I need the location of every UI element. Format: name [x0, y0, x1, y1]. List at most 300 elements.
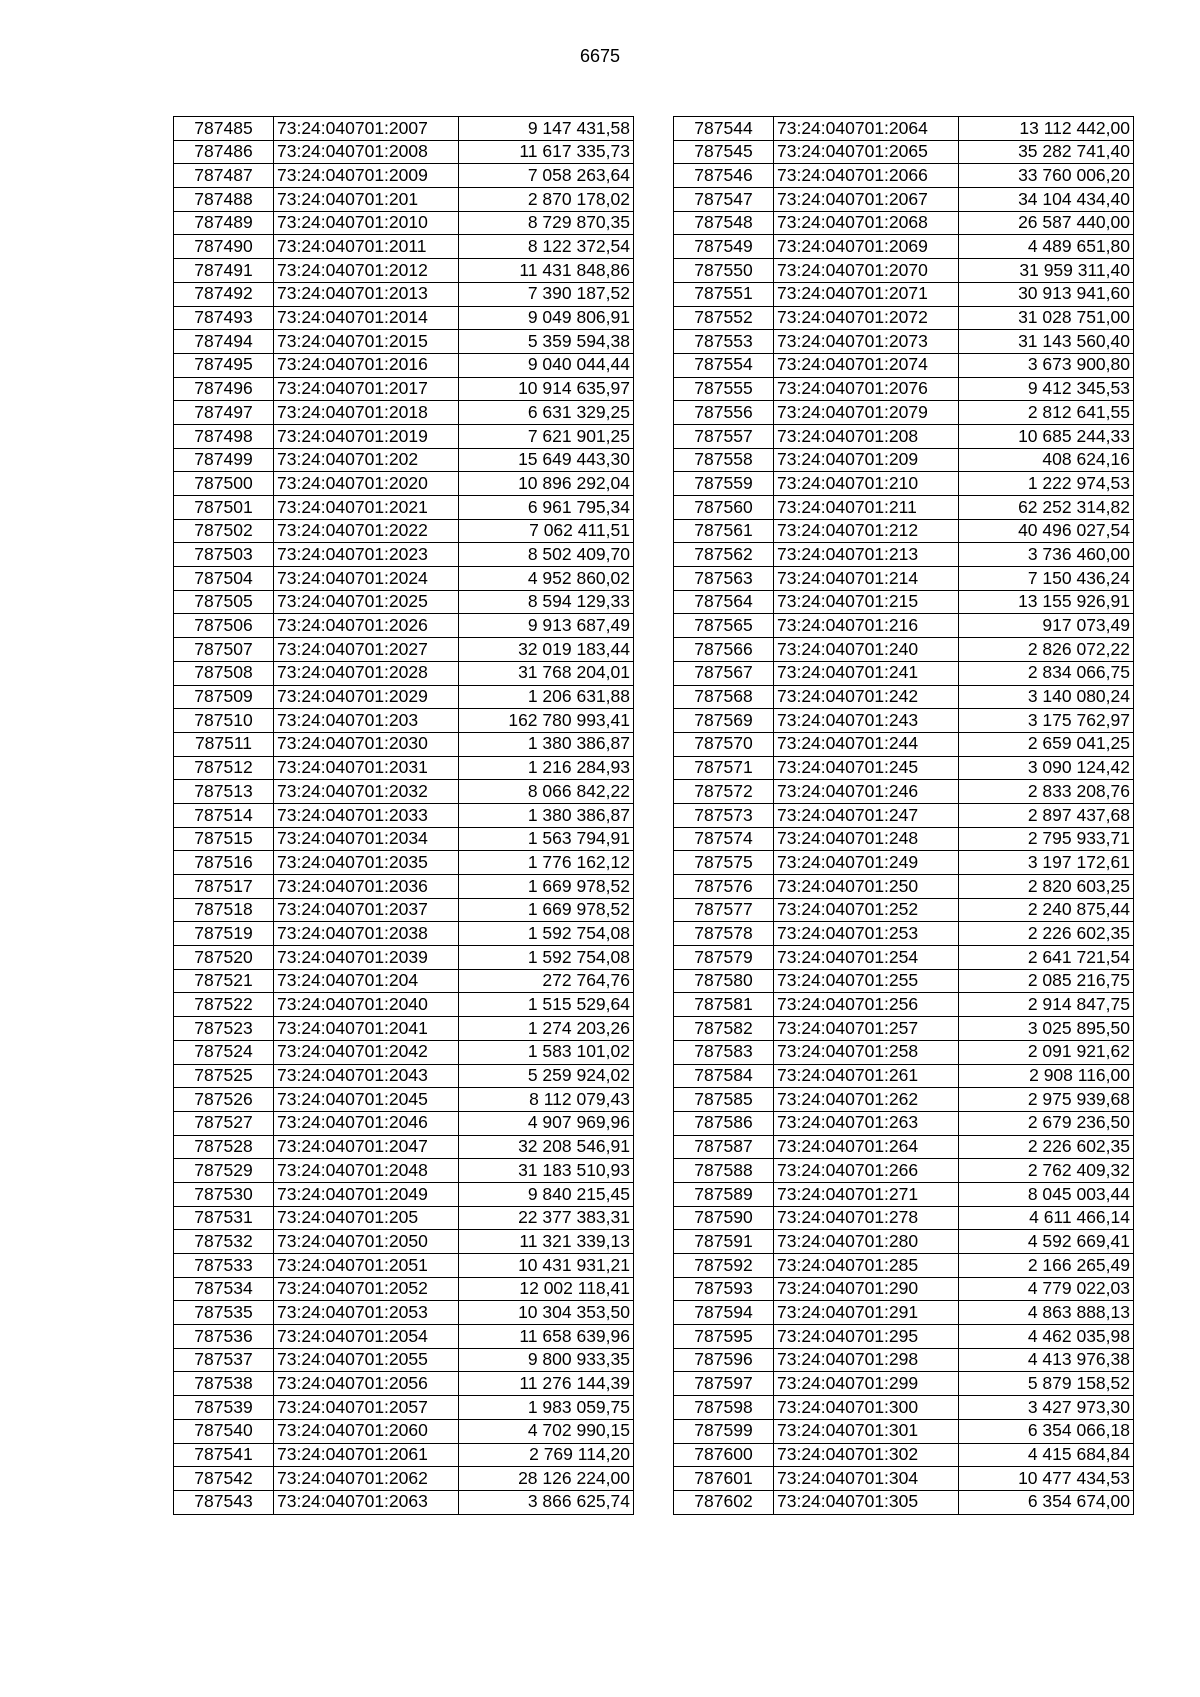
table-row — [674, 211, 1134, 235]
record-number-cell: 787518 — [174, 898, 274, 922]
cadastral-number-cell: 73:24:040701:2045 — [274, 1088, 459, 1112]
value-cell: 8 045 003,44 — [959, 1182, 1134, 1206]
record-number-cell: 787539 — [174, 1396, 274, 1420]
record-number-cell: 787501 — [174, 496, 274, 520]
table-row — [174, 306, 634, 330]
cadastral-number-cell: 73:24:040701:216 — [774, 614, 959, 638]
record-number-cell: 787549 — [674, 235, 774, 259]
record-number-cell: 787540 — [174, 1419, 274, 1443]
value-cell: 7 062 411,51 — [459, 519, 634, 543]
table-row — [174, 188, 634, 212]
record-number-cell: 787591 — [674, 1230, 774, 1254]
record-number-cell: 787526 — [174, 1088, 274, 1112]
record-number-cell: 787557 — [674, 424, 774, 448]
value-cell: 32 019 183,44 — [459, 638, 634, 662]
cadastral-number-cell: 73:24:040701:2022 — [274, 519, 459, 543]
cadastral-number-cell: 73:24:040701:240 — [774, 638, 959, 662]
cadastral-number-cell: 73:24:040701:2014 — [274, 306, 459, 330]
value-cell: 2 166 265,49 — [959, 1254, 1134, 1278]
record-number-cell: 787485 — [174, 117, 274, 141]
table-row — [174, 282, 634, 306]
cadastral-number-cell: 73:24:040701:201 — [274, 188, 459, 212]
cadastral-number-cell: 73:24:040701:2050 — [274, 1230, 459, 1254]
cadastral-number-cell: 73:24:040701:2047 — [274, 1135, 459, 1159]
cadastral-number-cell: 73:24:040701:2028 — [274, 661, 459, 685]
value-cell: 1 583 101,02 — [459, 1040, 634, 1064]
table-row — [674, 235, 1134, 259]
cadastral-number-cell: 73:24:040701:2035 — [274, 851, 459, 875]
value-cell: 10 896 292,04 — [459, 472, 634, 496]
table-row — [674, 1396, 1134, 1420]
record-number-cell: 787585 — [674, 1088, 774, 1112]
cadastral-number-cell: 73:24:040701:211 — [774, 496, 959, 520]
cadastral-number-cell: 73:24:040701:2066 — [774, 164, 959, 188]
value-cell: 7 621 901,25 — [459, 424, 634, 448]
table-row — [174, 756, 634, 780]
record-number-cell: 787494 — [174, 330, 274, 354]
record-number-cell: 787561 — [674, 519, 774, 543]
value-cell: 1 274 203,26 — [459, 1017, 634, 1041]
cadastral-number-cell: 73:24:040701:2029 — [274, 685, 459, 709]
value-cell: 8 502 409,70 — [459, 543, 634, 567]
cadastral-number-cell: 73:24:040701:2039 — [274, 946, 459, 970]
cadastral-number-cell: 73:24:040701:2010 — [274, 211, 459, 235]
record-number-cell: 787512 — [174, 756, 274, 780]
cadastral-number-cell: 73:24:040701:2019 — [274, 424, 459, 448]
table-row — [174, 1396, 634, 1420]
table-row — [674, 117, 1134, 141]
record-number-cell: 787602 — [674, 1490, 774, 1514]
record-number-cell: 787532 — [174, 1230, 274, 1254]
cadastral-number-cell: 73:24:040701:298 — [774, 1348, 959, 1372]
table-row — [674, 282, 1134, 306]
register-table-left — [173, 116, 634, 1515]
value-cell: 3 427 973,30 — [959, 1396, 1134, 1420]
cadastral-number-cell: 73:24:040701:257 — [774, 1017, 959, 1041]
cadastral-number-cell: 73:24:040701:271 — [774, 1182, 959, 1206]
record-number-cell: 787487 — [174, 164, 274, 188]
record-number-cell: 787562 — [674, 543, 774, 567]
record-number-cell: 787556 — [674, 401, 774, 425]
cadastral-number-cell: 73:24:040701:2063 — [274, 1490, 459, 1514]
value-cell: 2 762 409,32 — [959, 1159, 1134, 1183]
record-number-cell: 787504 — [174, 567, 274, 591]
table-row — [674, 1088, 1134, 1112]
cadastral-number-cell: 73:24:040701:212 — [774, 519, 959, 543]
record-number-cell: 787531 — [174, 1206, 274, 1230]
table-row — [674, 638, 1134, 662]
value-cell: 5 259 924,02 — [459, 1064, 634, 1088]
value-cell: 1 563 794,91 — [459, 827, 634, 851]
record-number-cell: 787584 — [674, 1064, 774, 1088]
value-cell: 2 679 236,50 — [959, 1111, 1134, 1135]
record-number-cell: 787507 — [174, 638, 274, 662]
table-row — [174, 993, 634, 1017]
cadastral-number-cell: 73:24:040701:285 — [774, 1254, 959, 1278]
value-cell: 15 649 443,30 — [459, 448, 634, 472]
cadastral-number-cell: 73:24:040701:213 — [774, 543, 959, 567]
record-number-cell: 787530 — [174, 1182, 274, 1206]
table-row — [674, 1111, 1134, 1135]
record-number-cell: 787568 — [674, 685, 774, 709]
cadastral-number-cell: 73:24:040701:2016 — [274, 353, 459, 377]
table-row — [174, 1372, 634, 1396]
page-number: 6675 — [579, 46, 621, 66]
value-cell: 1 669 978,52 — [459, 875, 634, 899]
record-number-cell: 787521 — [174, 969, 274, 993]
record-number-cell: 787529 — [174, 1159, 274, 1183]
table-row — [174, 638, 634, 662]
record-number-cell: 787533 — [174, 1254, 274, 1278]
value-cell: 40 496 027,54 — [959, 519, 1134, 543]
table-row — [174, 448, 634, 472]
value-cell: 2 897 437,68 — [959, 803, 1134, 827]
record-number-cell: 787502 — [174, 519, 274, 543]
value-cell: 1 380 386,87 — [459, 803, 634, 827]
value-cell: 13 112 442,00 — [959, 117, 1134, 141]
cadastral-number-cell: 73:24:040701:2036 — [274, 875, 459, 899]
table-row — [674, 780, 1134, 804]
table-row — [674, 567, 1134, 591]
record-number-cell: 787537 — [174, 1348, 274, 1372]
record-number-cell: 787571 — [674, 756, 774, 780]
value-cell: 11 617 335,73 — [459, 140, 634, 164]
record-number-cell: 787497 — [174, 401, 274, 425]
cadastral-number-cell: 73:24:040701:205 — [274, 1206, 459, 1230]
table-row — [674, 1182, 1134, 1206]
cadastral-number-cell: 73:24:040701:2025 — [274, 590, 459, 614]
value-cell: 22 377 383,31 — [459, 1206, 634, 1230]
cadastral-number-cell: 73:24:040701:2042 — [274, 1040, 459, 1064]
record-number-cell: 787563 — [674, 567, 774, 591]
table-row — [674, 1017, 1134, 1041]
cadastral-number-cell: 73:24:040701:280 — [774, 1230, 959, 1254]
record-number-cell: 787555 — [674, 377, 774, 401]
record-number-cell: 787503 — [174, 543, 274, 567]
table-row — [674, 732, 1134, 756]
cadastral-number-cell: 73:24:040701:2056 — [274, 1372, 459, 1396]
value-cell: 9 800 933,35 — [459, 1348, 634, 1372]
record-number-cell: 787601 — [674, 1467, 774, 1491]
table-row — [174, 1040, 634, 1064]
cadastral-number-cell: 73:24:040701:204 — [274, 969, 459, 993]
value-cell: 31 028 751,00 — [959, 306, 1134, 330]
value-cell: 6 354 066,18 — [959, 1419, 1134, 1443]
cadastral-number-cell: 73:24:040701:2064 — [774, 117, 959, 141]
table-row — [174, 211, 634, 235]
cadastral-number-cell: 73:24:040701:2038 — [274, 922, 459, 946]
value-cell: 9 412 345,53 — [959, 377, 1134, 401]
value-cell: 3 197 172,61 — [959, 851, 1134, 875]
value-cell: 8 594 129,33 — [459, 590, 634, 614]
cadastral-number-cell: 73:24:040701:2048 — [274, 1159, 459, 1183]
record-number-cell: 787524 — [174, 1040, 274, 1064]
record-number-cell: 787570 — [674, 732, 774, 756]
value-cell: 5 359 594,38 — [459, 330, 634, 354]
cadastral-number-cell: 73:24:040701:243 — [774, 709, 959, 733]
table-row — [174, 1443, 634, 1467]
table-row — [174, 1159, 634, 1183]
value-cell: 3 025 895,50 — [959, 1017, 1134, 1041]
record-number-cell: 787500 — [174, 472, 274, 496]
value-cell: 11 431 848,86 — [459, 259, 634, 283]
cadastral-number-cell: 73:24:040701:202 — [274, 448, 459, 472]
value-cell: 2 833 208,76 — [959, 780, 1134, 804]
cadastral-number-cell: 73:24:040701:299 — [774, 1372, 959, 1396]
record-number-cell: 787541 — [174, 1443, 274, 1467]
value-cell: 1 515 529,64 — [459, 993, 634, 1017]
record-number-cell: 787553 — [674, 330, 774, 354]
record-number-cell: 787519 — [174, 922, 274, 946]
record-number-cell: 787508 — [174, 661, 274, 685]
table-row — [674, 851, 1134, 875]
cadastral-number-cell: 73:24:040701:2062 — [274, 1467, 459, 1491]
table-row — [674, 188, 1134, 212]
table-row — [174, 117, 634, 141]
value-cell: 2 795 933,71 — [959, 827, 1134, 851]
record-number-cell: 787569 — [674, 709, 774, 733]
cadastral-number-cell: 73:24:040701:258 — [774, 1040, 959, 1064]
value-cell: 4 489 651,80 — [959, 235, 1134, 259]
value-cell: 4 413 976,38 — [959, 1348, 1134, 1372]
table-row — [174, 1230, 634, 1254]
cadastral-number-cell: 73:24:040701:264 — [774, 1135, 959, 1159]
value-cell: 2 908 116,00 — [959, 1064, 1134, 1088]
record-number-cell: 787534 — [174, 1277, 274, 1301]
table-row — [174, 140, 634, 164]
cadastral-number-cell: 73:24:040701:2046 — [274, 1111, 459, 1135]
record-number-cell: 787590 — [674, 1206, 774, 1230]
cadastral-number-cell: 73:24:040701:2013 — [274, 282, 459, 306]
cadastral-number-cell: 73:24:040701:250 — [774, 875, 959, 899]
table-row — [674, 969, 1134, 993]
cadastral-number-cell: 73:24:040701:2041 — [274, 1017, 459, 1041]
table-row — [174, 1182, 634, 1206]
record-number-cell: 787511 — [174, 732, 274, 756]
cadastral-number-cell: 73:24:040701:249 — [774, 851, 959, 875]
table-row — [174, 1325, 634, 1349]
table-row — [174, 1088, 634, 1112]
cadastral-number-cell: 73:24:040701:305 — [774, 1490, 959, 1514]
table-row — [674, 140, 1134, 164]
cadastral-number-cell: 73:24:040701:247 — [774, 803, 959, 827]
value-cell: 4 907 969,96 — [459, 1111, 634, 1135]
table-row — [674, 709, 1134, 733]
table-row — [674, 803, 1134, 827]
cadastral-number-cell: 73:24:040701:2074 — [774, 353, 959, 377]
value-cell: 3 736 460,00 — [959, 543, 1134, 567]
table-row — [174, 472, 634, 496]
record-number-cell: 787536 — [174, 1325, 274, 1349]
value-cell: 2 834 066,75 — [959, 661, 1134, 685]
value-cell: 11 321 339,13 — [459, 1230, 634, 1254]
record-number-cell: 787514 — [174, 803, 274, 827]
table-row — [674, 519, 1134, 543]
record-number-cell: 787566 — [674, 638, 774, 662]
value-cell: 1 983 059,75 — [459, 1396, 634, 1420]
cadastral-number-cell: 73:24:040701:252 — [774, 898, 959, 922]
table-row — [674, 259, 1134, 283]
record-number-cell: 787513 — [174, 780, 274, 804]
record-number-cell: 787538 — [174, 1372, 274, 1396]
cadastral-number-cell: 73:24:040701:2027 — [274, 638, 459, 662]
value-cell: 11 276 144,39 — [459, 1372, 634, 1396]
cadastral-number-cell: 73:24:040701:2049 — [274, 1182, 459, 1206]
table-row — [174, 898, 634, 922]
record-number-cell: 787564 — [674, 590, 774, 614]
record-number-cell: 787535 — [174, 1301, 274, 1325]
cadastral-number-cell: 73:24:040701:2021 — [274, 496, 459, 520]
value-cell: 2 240 875,44 — [959, 898, 1134, 922]
table-row — [174, 590, 634, 614]
value-cell: 2 085 216,75 — [959, 969, 1134, 993]
table-row — [674, 661, 1134, 685]
cadastral-number-cell: 73:24:040701:2015 — [274, 330, 459, 354]
table-row — [174, 922, 634, 946]
table-row — [674, 424, 1134, 448]
table-row — [674, 543, 1134, 567]
record-number-cell: 787548 — [674, 211, 774, 235]
record-number-cell: 787574 — [674, 827, 774, 851]
value-cell: 35 282 741,40 — [959, 140, 1134, 164]
cadastral-number-cell: 73:24:040701:2071 — [774, 282, 959, 306]
table-row — [674, 1467, 1134, 1491]
cadastral-number-cell: 73:24:040701:2024 — [274, 567, 459, 591]
record-number-cell: 787552 — [674, 306, 774, 330]
record-number-cell: 787542 — [174, 1467, 274, 1491]
table-row — [174, 732, 634, 756]
record-number-cell: 787523 — [174, 1017, 274, 1041]
record-number-cell: 787594 — [674, 1301, 774, 1325]
record-number-cell: 787516 — [174, 851, 274, 875]
table-row — [674, 1040, 1134, 1064]
value-cell: 3 673 900,80 — [959, 353, 1134, 377]
value-cell: 31 183 510,93 — [459, 1159, 634, 1183]
table-row — [674, 1206, 1134, 1230]
table-row — [674, 875, 1134, 899]
record-number-cell: 787560 — [674, 496, 774, 520]
table-row — [174, 1017, 634, 1041]
cadastral-number-cell: 73:24:040701:244 — [774, 732, 959, 756]
cadastral-number-cell: 73:24:040701:278 — [774, 1206, 959, 1230]
table-row — [174, 1064, 634, 1088]
value-cell: 2 226 602,35 — [959, 922, 1134, 946]
table-row — [174, 519, 634, 543]
value-cell: 917 073,49 — [959, 614, 1134, 638]
record-number-cell: 787586 — [674, 1111, 774, 1135]
cadastral-number-cell: 73:24:040701:2067 — [774, 188, 959, 212]
table-row — [174, 377, 634, 401]
table-row — [174, 543, 634, 567]
cadastral-number-cell: 73:24:040701:256 — [774, 993, 959, 1017]
record-number-cell: 787527 — [174, 1111, 274, 1135]
table-row — [174, 401, 634, 425]
value-cell: 34 104 434,40 — [959, 188, 1134, 212]
cadastral-number-cell: 73:24:040701:241 — [774, 661, 959, 685]
value-cell: 1 669 978,52 — [459, 898, 634, 922]
value-cell: 5 879 158,52 — [959, 1372, 1134, 1396]
table-row — [174, 1467, 634, 1491]
cadastral-number-cell: 73:24:040701:2037 — [274, 898, 459, 922]
table-row — [174, 1135, 634, 1159]
cadastral-number-cell: 73:24:040701:208 — [774, 424, 959, 448]
table-row — [674, 922, 1134, 946]
value-cell: 4 702 990,15 — [459, 1419, 634, 1443]
cadastral-number-cell: 73:24:040701:2079 — [774, 401, 959, 425]
cadastral-number-cell: 73:24:040701:301 — [774, 1419, 959, 1443]
table-row — [674, 1254, 1134, 1278]
value-cell: 1 592 754,08 — [459, 946, 634, 970]
table-row — [674, 1135, 1134, 1159]
cadastral-number-cell: 73:24:040701:210 — [774, 472, 959, 496]
table-row — [674, 590, 1134, 614]
value-cell: 4 592 669,41 — [959, 1230, 1134, 1254]
value-cell: 8 066 842,22 — [459, 780, 634, 804]
value-cell: 2 826 072,22 — [959, 638, 1134, 662]
cadastral-number-cell: 73:24:040701:2023 — [274, 543, 459, 567]
record-number-cell: 787492 — [174, 282, 274, 306]
record-number-cell: 787578 — [674, 922, 774, 946]
record-number-cell: 787583 — [674, 1040, 774, 1064]
cadastral-number-cell: 73:24:040701:290 — [774, 1277, 959, 1301]
cadastral-number-cell: 73:24:040701:209 — [774, 448, 959, 472]
record-number-cell: 787522 — [174, 993, 274, 1017]
table-row — [174, 827, 634, 851]
record-number-cell: 787589 — [674, 1182, 774, 1206]
record-number-cell: 787593 — [674, 1277, 774, 1301]
value-cell: 2 914 847,75 — [959, 993, 1134, 1017]
cadastral-number-cell: 73:24:040701:2018 — [274, 401, 459, 425]
value-cell: 4 611 466,14 — [959, 1206, 1134, 1230]
record-number-cell: 787575 — [674, 851, 774, 875]
value-cell: 2 091 921,62 — [959, 1040, 1134, 1064]
value-cell: 31 143 560,40 — [959, 330, 1134, 354]
table-row — [674, 827, 1134, 851]
cadastral-number-cell: 73:24:040701:2065 — [774, 140, 959, 164]
record-number-cell: 787546 — [674, 164, 774, 188]
cadastral-number-cell: 73:24:040701:2068 — [774, 211, 959, 235]
cadastral-number-cell: 73:24:040701:2007 — [274, 117, 459, 141]
table-row — [174, 1277, 634, 1301]
table-row — [174, 946, 634, 970]
record-number-cell: 787528 — [174, 1135, 274, 1159]
value-cell: 4 779 022,03 — [959, 1277, 1134, 1301]
cadastral-number-cell: 73:24:040701:2043 — [274, 1064, 459, 1088]
cadastral-number-cell: 73:24:040701:2053 — [274, 1301, 459, 1325]
table-row — [174, 614, 634, 638]
record-number-cell: 787499 — [174, 448, 274, 472]
value-cell: 9 147 431,58 — [459, 117, 634, 141]
value-cell: 272 764,76 — [459, 969, 634, 993]
value-cell: 12 002 118,41 — [459, 1277, 634, 1301]
table-row — [174, 1206, 634, 1230]
record-number-cell: 787592 — [674, 1254, 774, 1278]
table-row — [674, 1159, 1134, 1183]
table-row — [674, 164, 1134, 188]
value-cell: 7 390 187,52 — [459, 282, 634, 306]
value-cell: 28 126 224,00 — [459, 1467, 634, 1491]
table-row — [674, 1064, 1134, 1088]
record-number-cell: 787588 — [674, 1159, 774, 1183]
value-cell: 6 354 674,00 — [959, 1490, 1134, 1514]
table-row — [174, 330, 634, 354]
record-number-cell: 787496 — [174, 377, 274, 401]
table-row — [674, 898, 1134, 922]
record-number-cell: 787486 — [174, 140, 274, 164]
cadastral-number-cell: 73:24:040701:2055 — [274, 1348, 459, 1372]
value-cell: 9 040 044,44 — [459, 353, 634, 377]
record-number-cell: 787493 — [174, 306, 274, 330]
